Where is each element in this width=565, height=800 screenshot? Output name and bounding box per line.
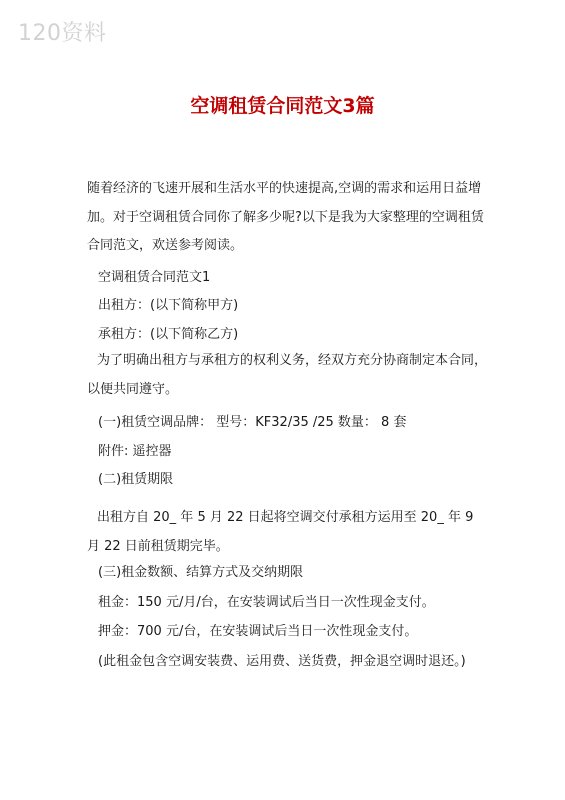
accessory-line: 附件: 遥控器 xyxy=(98,444,172,459)
section-heading: 空调租赁合同范文1 xyxy=(98,270,211,285)
clause-1-rental-item: (一)租赁空调品牌： 型号：KF32/35 /25 数量： 8 套 xyxy=(98,415,407,430)
watermark-logo: 120资料 xyxy=(18,21,107,46)
clause-3-heading: (三)租金数额、结算方式及交纳期限 xyxy=(98,565,304,580)
rent-line: 租金：150 元/月/台，在安装调试后当日一次性现金支付。 xyxy=(98,595,435,610)
clause-2-heading: (二)租赁期限 xyxy=(98,472,174,487)
purpose-paragraph: 为了明确出租方与承租方的权利义务，经双方充分协商制定本合同，以便共同遵守。 xyxy=(87,353,488,397)
document-title: 空调租赁合同范文3篇 xyxy=(190,95,375,117)
intro-paragraph: 随着经济的飞速开展和生活水平的快速提高,空调的需求和运用日益增加。对于空调租赁合同你了解多少呢?以下是我为大家整理的空调租赁合同范文，欢送参考阅读。 xyxy=(87,181,484,253)
deposit-line: 押金：700 元/台，在安装调试后当日一次性现金支付。 xyxy=(98,624,418,639)
lessor-line: 出租方：(以下简称甲方) xyxy=(98,298,239,313)
lessee-line: 承租方：(以下简称乙方) xyxy=(98,327,239,342)
rental-period-paragraph: 出租方自 20_ 年 5 月 22 日起将空调交付承租方运用至 20_ 年 9 月 22 日前租赁期完毕。 xyxy=(87,510,474,554)
note-line: (此租金包含空调安装费、运用费、送货费，押金退空调时退还。) xyxy=(98,654,466,669)
